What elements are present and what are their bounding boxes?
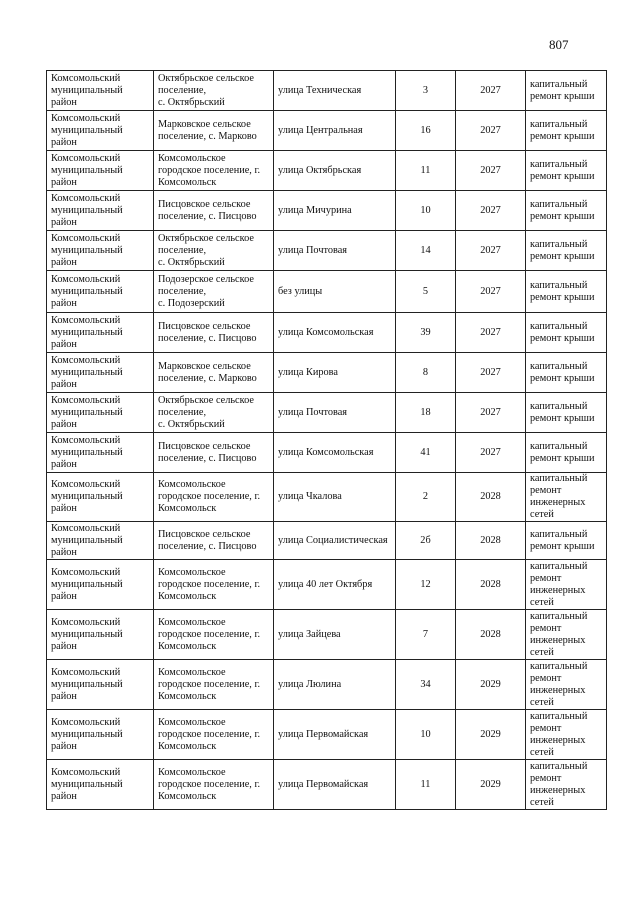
settlement-cell: Октябрьское сельское поселение, с. Октябрьский [154,231,274,271]
table-row [47,353,607,393]
housing-repair-table [46,70,607,810]
street-cell: улица Чкалова [274,473,396,522]
street-cell: улица Первомайская [274,710,396,760]
table-row [47,760,607,810]
house-number-cell: 16 [396,111,456,151]
year-cell: 2027 [456,71,526,111]
district-cell: Комсомольский муниципальный район [47,660,154,710]
house-number-cell: 3 [396,71,456,111]
work-type-cell: капитальный ремонт крыши [526,522,607,560]
table-row [47,191,607,231]
year-cell: 2029 [456,760,526,810]
street-cell: улица Комсомольская [274,313,396,353]
year-cell: 2027 [456,271,526,313]
settlement-cell: Марковское сельское поселение, с. Марково [154,111,274,151]
work-type-cell: капитальный ремонт крыши [526,231,607,271]
work-type-cell: капитальный ремонт крыши [526,191,607,231]
work-type-cell: капитальный ремонт крыши [526,393,607,433]
table-row [47,710,607,760]
page-number: 807 [549,37,569,52]
year-cell: 2028 [456,610,526,660]
street-cell: улица Почтовая [274,393,396,433]
street-cell: улица Техническая [274,71,396,111]
work-type-cell: капитальный ремонт крыши [526,111,607,151]
work-type-cell: капитальный ремонт инженерных сетей [526,710,607,760]
house-number-cell: 2б [396,522,456,560]
district-cell: Комсомольский муниципальный район [47,610,154,660]
district-cell: Комсомольский муниципальный район [47,353,154,393]
table-row [47,231,607,271]
house-number-cell: 11 [396,151,456,191]
table-row [47,473,607,522]
year-cell: 2029 [456,710,526,760]
work-type-cell: капитальный ремонт инженерных сетей [526,760,607,810]
district-cell: Комсомольский муниципальный район [47,473,154,522]
district-cell: Комсомольский муниципальный район [47,191,154,231]
house-number-cell: 10 [396,191,456,231]
settlement-cell: Марковское сельское поселение, с. Марково [154,353,274,393]
settlement-cell: Писцовское сельское поселение, с. Писцово [154,433,274,473]
street-cell: улица Социалистическая [274,522,396,560]
table-row [47,433,607,473]
work-type-cell: капитальный ремонт инженерных сетей [526,610,607,660]
year-cell: 2029 [456,660,526,710]
year-cell: 2027 [456,353,526,393]
year-cell: 2028 [456,473,526,522]
street-cell: улица Комсомольская [274,433,396,473]
table-body [47,71,607,810]
street-cell: улица Почтовая [274,231,396,271]
house-number-cell: 5 [396,271,456,313]
settlement-cell: Подозерское сельское поселение, с. Подозерский [154,271,274,313]
year-cell: 2028 [456,560,526,610]
house-number-cell: 39 [396,313,456,353]
settlement-cell: Октябрьское сельское поселение, с. Октябрьский [154,393,274,433]
house-number-cell: 14 [396,231,456,271]
work-type-cell: капитальный ремонт инженерных сетей [526,473,607,522]
house-number-cell: 12 [396,560,456,610]
street-cell: улица Зайцева [274,610,396,660]
settlement-cell: Комсомольское городское поселение, г. Комсомольск [154,710,274,760]
table-row [47,393,607,433]
work-type-cell: капитальный ремонт инженерных сетей [526,560,607,610]
street-cell: улица Люлина [274,660,396,710]
district-cell: Комсомольский муниципальный район [47,313,154,353]
settlement-cell: Комсомольское городское поселение, г. Комсомольск [154,151,274,191]
street-cell: улица Кирова [274,353,396,393]
table-row [47,313,607,353]
work-type-cell: капитальный ремонт крыши [526,271,607,313]
house-number-cell: 41 [396,433,456,473]
street-cell: без улицы [274,271,396,313]
settlement-cell: Комсомольское городское поселение, г. Комсомольск [154,610,274,660]
settlement-cell: Комсомольское городское поселение, г. Комсомольск [154,560,274,610]
year-cell: 2027 [456,433,526,473]
house-number-cell: 18 [396,393,456,433]
work-type-cell: капитальный ремонт крыши [526,151,607,191]
year-cell: 2027 [456,151,526,191]
table-row [47,271,607,313]
house-number-cell: 34 [396,660,456,710]
house-number-cell: 8 [396,353,456,393]
street-cell: улица Первомайская [274,760,396,810]
year-cell: 2027 [456,231,526,271]
house-number-cell: 2 [396,473,456,522]
table-row [47,560,607,610]
district-cell: Комсомольский муниципальный район [47,231,154,271]
house-number-cell: 10 [396,710,456,760]
table-row [47,522,607,560]
street-cell: улица Мичурина [274,191,396,231]
work-type-cell: капитальный ремонт крыши [526,353,607,393]
work-type-cell: капитальный ремонт инженерных сетей [526,660,607,710]
street-cell: улица Центральная [274,111,396,151]
district-cell: Комсомольский муниципальный район [47,522,154,560]
work-type-cell: капитальный ремонт крыши [526,313,607,353]
district-cell: Комсомольский муниципальный район [47,433,154,473]
settlement-cell: Комсомольское городское поселение, г. Комсомольск [154,473,274,522]
street-cell: улица Октябрьская [274,151,396,191]
street-cell: улица 40 лет Октября [274,560,396,610]
district-cell: Комсомольский муниципальный район [47,560,154,610]
district-cell: Комсомольский муниципальный район [47,393,154,433]
district-cell: Комсомольский муниципальный район [47,271,154,313]
year-cell: 2027 [456,191,526,231]
year-cell: 2028 [456,522,526,560]
year-cell: 2027 [456,313,526,353]
work-type-cell: капитальный ремонт крыши [526,433,607,473]
work-type-cell: капитальный ремонт крыши [526,71,607,111]
table-row [47,71,607,111]
table-row [47,111,607,151]
settlement-cell: Октябрьское сельское поселение, с. Октябрьский [154,71,274,111]
district-cell: Комсомольский муниципальный район [47,71,154,111]
table-row [47,660,607,710]
district-cell: Комсомольский муниципальный район [47,710,154,760]
settlement-cell: Комсомольское городское поселение, г. Комсомольск [154,760,274,810]
table-row [47,610,607,660]
district-cell: Комсомольский муниципальный район [47,111,154,151]
year-cell: 2027 [456,393,526,433]
settlement-cell: Писцовское сельское поселение, с. Писцово [154,313,274,353]
settlement-cell: Комсомольское городское поселение, г. Комсомольск [154,660,274,710]
district-cell: Комсомольский муниципальный район [47,151,154,191]
house-number-cell: 11 [396,760,456,810]
year-cell: 2027 [456,111,526,151]
table-row [47,151,607,191]
settlement-cell: Писцовское сельское поселение, с. Писцово [154,522,274,560]
house-number-cell: 7 [396,610,456,660]
district-cell: Комсомольский муниципальный район [47,760,154,810]
settlement-cell: Писцовское сельское поселение, с. Писцово [154,191,274,231]
